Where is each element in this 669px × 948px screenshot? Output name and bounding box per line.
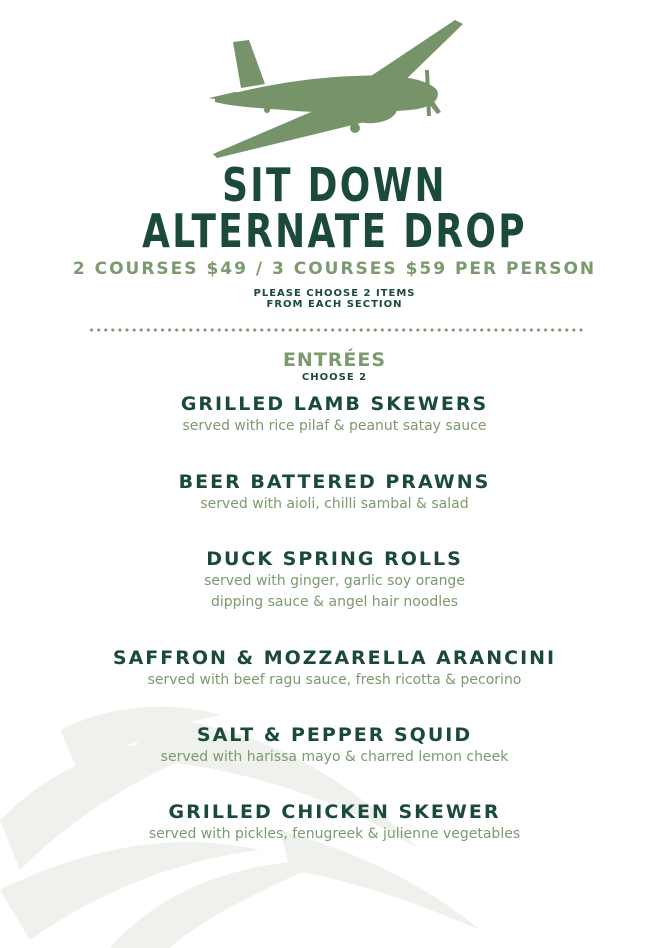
dish-name: GRILLED LAMB SKEWERS bbox=[180, 393, 489, 415]
dish-description: served with pickles, fenugreek & julienne vegetables bbox=[148, 826, 521, 842]
dish-name: GRILLED CHICKEN SKEWER bbox=[168, 801, 501, 823]
menu-item bbox=[0, 392, 669, 437]
menu-title-line2: ALTERNATE DROP bbox=[142, 204, 527, 258]
dish-name: BEER BATTERED PRAWNS bbox=[178, 471, 491, 493]
dish-description: served with aioli, chilli sambal & salad bbox=[200, 496, 469, 512]
dish-description: served with harissa mayo & charred lemon cheek bbox=[160, 749, 509, 765]
section-title: ENTRÉES bbox=[282, 349, 387, 371]
menu-item bbox=[0, 800, 669, 845]
dotted-divider bbox=[88, 327, 584, 333]
dish-description: served with ginger, garlic soy orange dipping sauce & angel hair noodles bbox=[204, 573, 465, 610]
section-subtitle: CHOOSE 2 bbox=[301, 372, 368, 383]
dish-name: SALT & PEPPER SQUID bbox=[196, 724, 473, 746]
airplane-icon bbox=[205, 18, 467, 160]
pricing-line: 2 COURSES $49 / 3 COURSES $59 PER PERSON bbox=[72, 259, 597, 279]
menu-title-line1: SIT DOWN bbox=[222, 158, 447, 212]
dish-description: served with beef ragu sauce, fresh ricotta & pecorino bbox=[147, 672, 522, 688]
instruction-line1: PLEASE CHOOSE 2 ITEMS bbox=[253, 288, 416, 299]
dish-description: served with rice pilaf & peanut satay sauce bbox=[182, 418, 487, 434]
menu-item bbox=[0, 646, 669, 691]
menu-item bbox=[0, 470, 669, 515]
menu-item bbox=[0, 723, 669, 768]
menu-item bbox=[0, 547, 669, 613]
selection-instructions bbox=[0, 288, 669, 310]
dish-name: DUCK SPRING ROLLS bbox=[206, 548, 463, 570]
instruction-line2: FROM EACH SECTION bbox=[266, 299, 403, 310]
dish-name: SAFFRON & MOZZARELLA ARANCINI bbox=[112, 647, 557, 669]
